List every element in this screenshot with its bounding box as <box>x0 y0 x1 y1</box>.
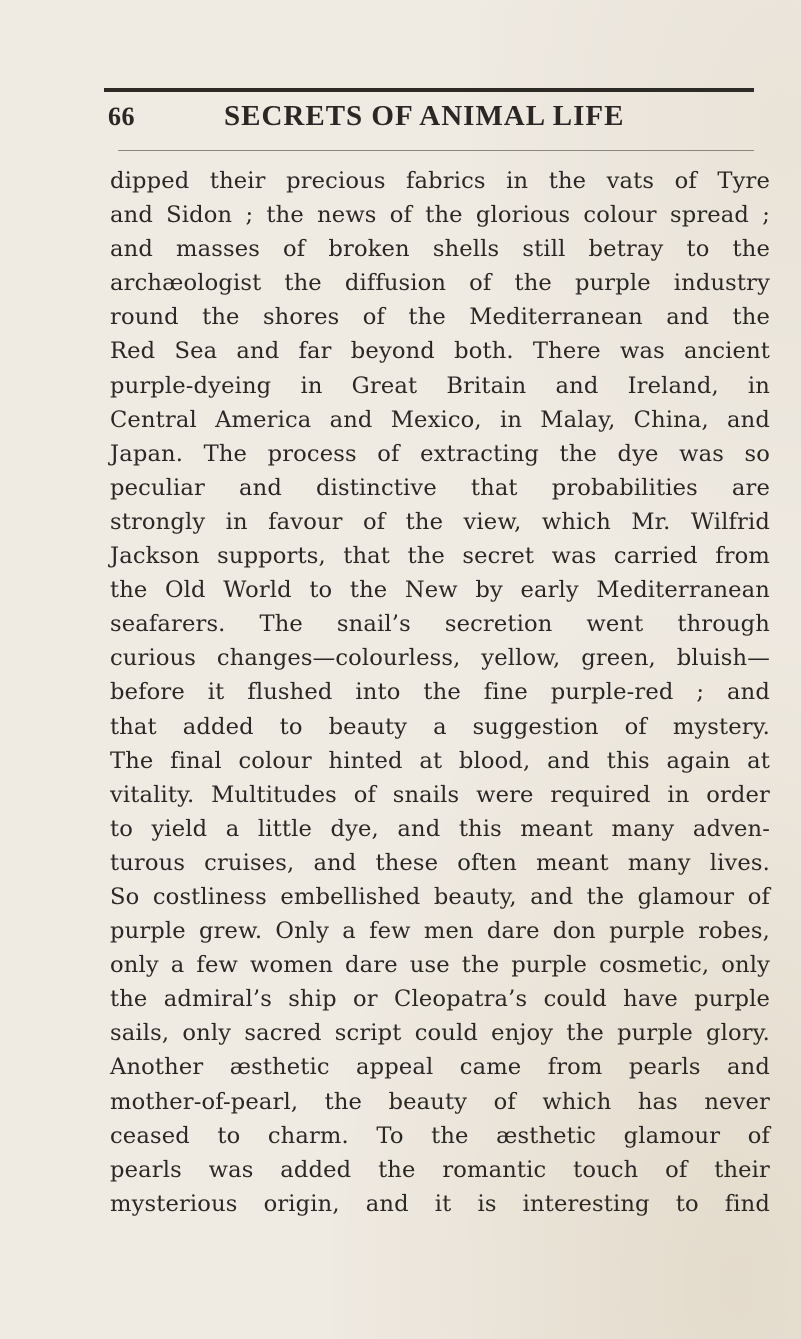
title-underline-rule <box>118 150 754 151</box>
text-line: before it flushed into the fine purple-red ; and <box>110 679 770 706</box>
text-line: sails, only sacred script could enjoy the purple glory. <box>110 1020 770 1047</box>
text-line: and Sidon ; the news of the glorious colour spread ; <box>110 202 770 229</box>
text-line: turous cruises, and these often meant many lives. <box>110 849 770 876</box>
text-line: ceased to charm. To the æsthetic glamour of <box>110 1122 770 1149</box>
text-line: dipped their precious fabrics in the vats of Tyre <box>110 168 770 194</box>
text-line: mysterious origin, and it is interesting to find <box>110 1190 770 1217</box>
text-line: purple grew. Only a few men dare don purple robes, <box>110 918 770 945</box>
text-line: Jackson supports, that the secret was carried from <box>110 543 770 570</box>
text-line: purple-dyeing in Great Britain and Ireland, in <box>110 372 770 399</box>
text-line: peculiar and distinctive that probabilities are <box>110 474 770 501</box>
body-text <box>110 164 770 1221</box>
text-line: the admiral’s ship or Cleopatra’s could have purple <box>110 986 770 1013</box>
text-line: round the shores of the Mediterranean and the <box>110 304 770 331</box>
text-line: and masses of broken shells still betray to the <box>110 236 770 263</box>
text-line: only a few women dare use the purple cosmetic, only <box>110 952 770 979</box>
text-line: So costliness embellished beauty, and the glamour of <box>110 883 770 910</box>
text-line: pearls was added the romantic touch of their <box>110 1156 770 1183</box>
text-line: curious changes—colourless, yellow, green, bluish— <box>110 645 770 672</box>
text-line: archæologist the diffusion of the purple industry <box>110 270 770 297</box>
text-line: the Old World to the New by early Mediterranean <box>110 577 770 604</box>
book-title: SECRETS OF ANIMAL LIFE <box>224 100 625 132</box>
text-line: Japan. The process of extracting the dye was so <box>110 440 770 467</box>
text-line: that added to beauty a suggestion of mystery. <box>110 713 770 740</box>
running-head <box>108 100 748 140</box>
text-line: mother-of-pearl, the beauty of which has never <box>110 1088 770 1115</box>
text-line: The final colour hinted at blood, and this again at <box>110 747 770 774</box>
text-line: Red Sea and far beyond both. There was ancient <box>110 338 770 365</box>
page-number: 66 <box>108 102 135 131</box>
text-line: to yield a little dye, and this meant many adven- <box>110 815 770 842</box>
header-rule <box>104 88 754 92</box>
text-line: Another æsthetic appeal came from pearls and <box>110 1054 770 1081</box>
text-line: strongly in favour of the view, which Mr. Wilfrid <box>110 508 770 535</box>
text-line: vitality. Multitudes of snails were required in order <box>110 781 770 808</box>
text-line: Central America and Mexico, in Malay, China, and <box>110 406 770 433</box>
text-line: seafarers. The snail’s secretion went through <box>110 611 770 638</box>
